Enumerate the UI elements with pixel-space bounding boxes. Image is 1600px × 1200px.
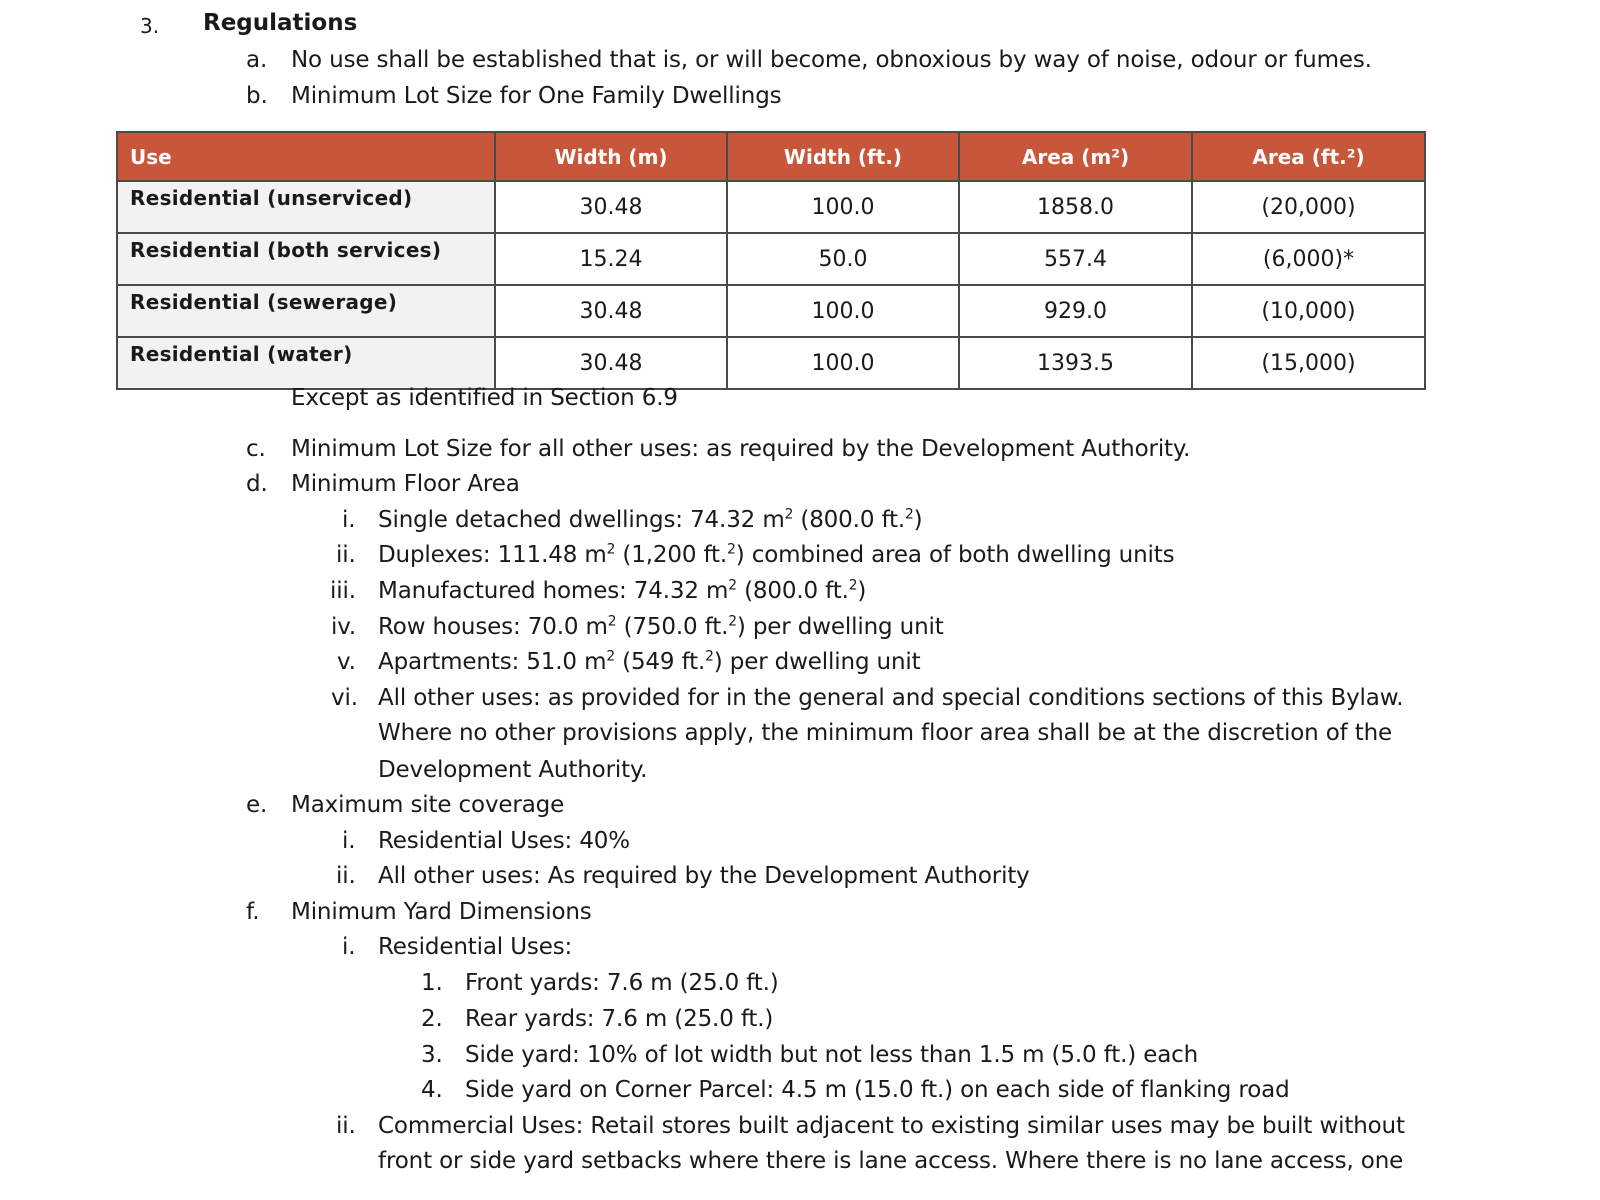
- item-f-text: Minimum Yard Dimensions: [291, 899, 592, 925]
- item-d-vi-line3: Development Authority.: [378, 757, 648, 783]
- header-width-m: Width (m): [495, 132, 727, 181]
- cell-use: Residential (both services): [117, 233, 495, 285]
- item-d-iii-marker: iii.: [330, 578, 356, 604]
- cell-width-ft: 100.0: [727, 337, 959, 389]
- cell-area-ft2: (15,000): [1192, 337, 1425, 389]
- table-note: Except as identified in Section 6.9: [291, 385, 678, 411]
- item-f-i-1-text: Front yards: 7.6 m (25.0 ft.): [465, 970, 779, 996]
- cell-width-m: 30.48: [495, 181, 727, 233]
- item-c-marker: c.: [246, 436, 266, 462]
- cell-area-m2: 557.4: [959, 233, 1192, 285]
- cell-width-m: 30.48: [495, 337, 727, 389]
- table-row: [117, 285, 1425, 337]
- item-f-i-1-marker: 1.: [421, 970, 443, 996]
- item-d-vi-marker: vi.: [331, 685, 358, 711]
- item-f-ii-marker: ii.: [336, 1113, 356, 1139]
- item-b-marker: b.: [246, 83, 268, 109]
- item-f-i-marker: i.: [342, 934, 356, 960]
- item-d-i-text: Single detached dwellings: 74.32 $m^2$ (800.0 ft.$^2$): [378, 506, 923, 533]
- item-f-marker: f.: [246, 899, 260, 925]
- item-e-text: Maximum site coverage: [291, 792, 565, 818]
- header-width-ft: Width (ft.): [727, 132, 959, 181]
- table-row: [117, 233, 1425, 285]
- cell-width-ft: 50.0: [727, 233, 959, 285]
- item-f-i-4-marker: 4.: [421, 1077, 443, 1103]
- item-d-ii-marker: ii.: [336, 542, 356, 568]
- item-d-iv-marker: iv.: [331, 614, 357, 640]
- cell-width-m: 15.24: [495, 233, 727, 285]
- item-a-marker: a.: [246, 47, 268, 73]
- item-f-ii-line2: front or side yard setbacks where there is lane access. Where there is no lane access, one: [378, 1148, 1404, 1174]
- item-f-i-4-text: Side yard on Corner Parcel: 4.5 m (15.0 ft.) on each side of flanking road: [465, 1077, 1290, 1103]
- item-f-i-3-text: Side yard: 10% of lot width but not less than 1.5 m (5.0 ft.) each: [465, 1042, 1199, 1068]
- item-e-i-text: Residential Uses: 40%: [378, 828, 630, 854]
- item-d-ii-text: Duplexes: 111.48 $m^2$ (1,200 ft.$^2$) combined area of both dwelling units: [378, 541, 1175, 568]
- item-e-ii-marker: ii.: [336, 863, 356, 889]
- cell-area-m2: 929.0: [959, 285, 1192, 337]
- item-f-i-2-text: Rear yards: 7.6 m (25.0 ft.): [465, 1006, 774, 1032]
- cell-area-ft2: (20,000): [1192, 181, 1425, 233]
- item-f-i-2-marker: 2.: [421, 1006, 443, 1032]
- item-d-v-marker: v.: [337, 649, 356, 675]
- cell-area-ft2: (6,000)*: [1192, 233, 1425, 285]
- cell-area-m2: 1858.0: [959, 181, 1192, 233]
- item-e-marker: e.: [246, 792, 268, 818]
- lot-size-table: [116, 131, 1426, 390]
- section-title: Regulations: [203, 10, 358, 36]
- item-e-i-marker: i.: [342, 828, 356, 854]
- item-d-v-text: Apartments: 51.0 $m^2$ (549 ft.$^2$) per dwelling unit: [378, 648, 921, 675]
- item-d-vi-line2: Where no other provisions apply, the minimum floor area shall be at the discretion of the: [378, 720, 1393, 746]
- section-number: 3.: [140, 14, 160, 38]
- item-d-iv-text: Row houses: 70.0 $m^2$ (750.0 ft.$^2$) per dwelling unit: [378, 613, 944, 640]
- cell-use: Residential (water): [117, 337, 495, 389]
- item-c-text: Minimum Lot Size for all other uses: as required by the Development Authority.: [291, 436, 1191, 462]
- cell-use: Residential (unserviced): [117, 181, 495, 233]
- item-d-vi-line1: All other uses: as provided for in the general and special conditions sections of this Bylaw.: [378, 685, 1404, 711]
- cell-use: Residential (sewerage): [117, 285, 495, 337]
- item-d-iii-text: Manufactured homes: 74.32 $m^2$ (800.0 ft.$^2$): [378, 577, 867, 604]
- item-e-ii-text: All other uses: As required by the Development Authority: [378, 863, 1030, 889]
- header-area-m2: Area (m²): [959, 132, 1192, 181]
- item-f-i-3-marker: 3.: [421, 1042, 443, 1068]
- cell-width-ft: 100.0: [727, 285, 959, 337]
- cell-area-ft2: (10,000): [1192, 285, 1425, 337]
- item-b-text: Minimum Lot Size for One Family Dwellings: [291, 83, 782, 109]
- cell-width-m: 30.48: [495, 285, 727, 337]
- item-d-marker: d.: [246, 471, 268, 497]
- item-a-text: No use shall be established that is, or will become, obnoxious by way of noise, odour or fumes.: [291, 47, 1372, 73]
- item-d-text: Minimum Floor Area: [291, 471, 520, 497]
- table-row: [117, 181, 1425, 233]
- table-header-row: [117, 132, 1425, 181]
- header-use: Use: [117, 132, 495, 181]
- item-d-i-marker: i.: [342, 507, 356, 533]
- table-row: [117, 337, 1425, 389]
- header-area-ft2: Area (ft.²): [1192, 132, 1425, 181]
- item-f-ii-line1: Commercial Uses: Retail stores built adjacent to existing similar uses may be built without: [378, 1113, 1405, 1139]
- item-f-i-text: Residential Uses:: [378, 934, 573, 960]
- cell-width-ft: 100.0: [727, 181, 959, 233]
- cell-area-m2: 1393.5: [959, 337, 1192, 389]
